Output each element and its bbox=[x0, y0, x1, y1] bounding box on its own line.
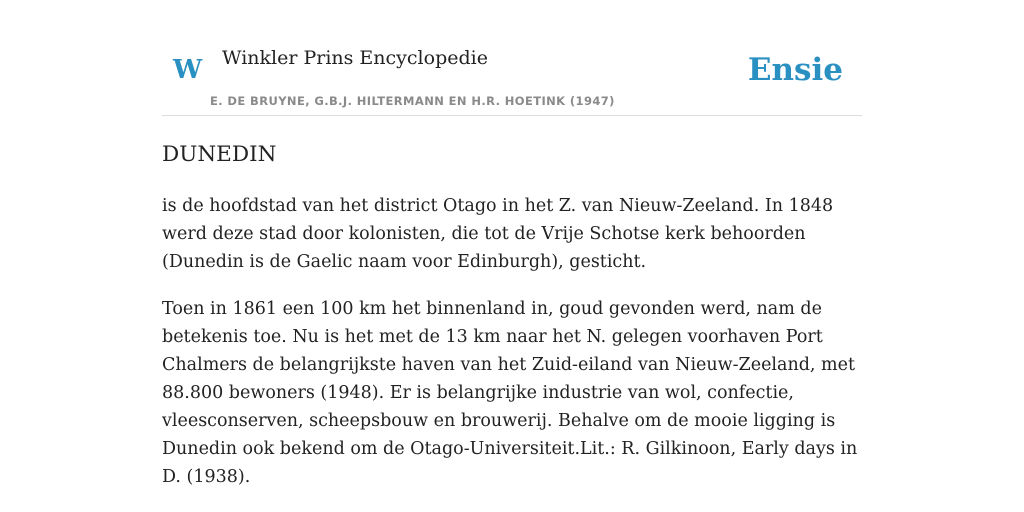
publication-title[interactable]: Winkler Prins Encyclopedie bbox=[222, 47, 488, 69]
article-paragraph: Toen in 1861 een 100 km het binnenland in, goud gevonden werd, nam de betekenis toe. Nu is het met de 13 km naar het N. gelegen voorhaven Port Chalmers de belangrijkste haven van het Zuid-eiland van Nieuw-Zeeland, met 88.800 bewoners (1948). Er is belangrijke industrie van wol, confectie, vleesconserven, scheepsbouw en brouwerij. Behalve om de mooie ligging is Dunedin ook bekend om de Otago-Universiteit.Lit.: R. Gilkinoon, Early days in D. (1938). bbox=[162, 299, 858, 487]
article-title: DUNEDIN bbox=[162, 142, 277, 167]
publication-logo[interactable]: W bbox=[173, 55, 203, 85]
article-paragraph: is de hoofdstad van het district Otago in het Z. van Nieuw-Zeeland. In 1848 werd deze stad door kolonisten, die tot de Vrije Schotse kerk behoorden (Dunedin is de Gaelic naam voor Edinburgh), gesticht. bbox=[162, 196, 834, 272]
publication-authors: E. DE BRUYNE, G.B.J. HILTERMANN EN H.R. HOETINK (1947) bbox=[210, 94, 615, 108]
brand-logo[interactable]: Ensie bbox=[747, 52, 843, 88]
site-header bbox=[162, 0, 862, 116]
article bbox=[162, 140, 862, 491]
